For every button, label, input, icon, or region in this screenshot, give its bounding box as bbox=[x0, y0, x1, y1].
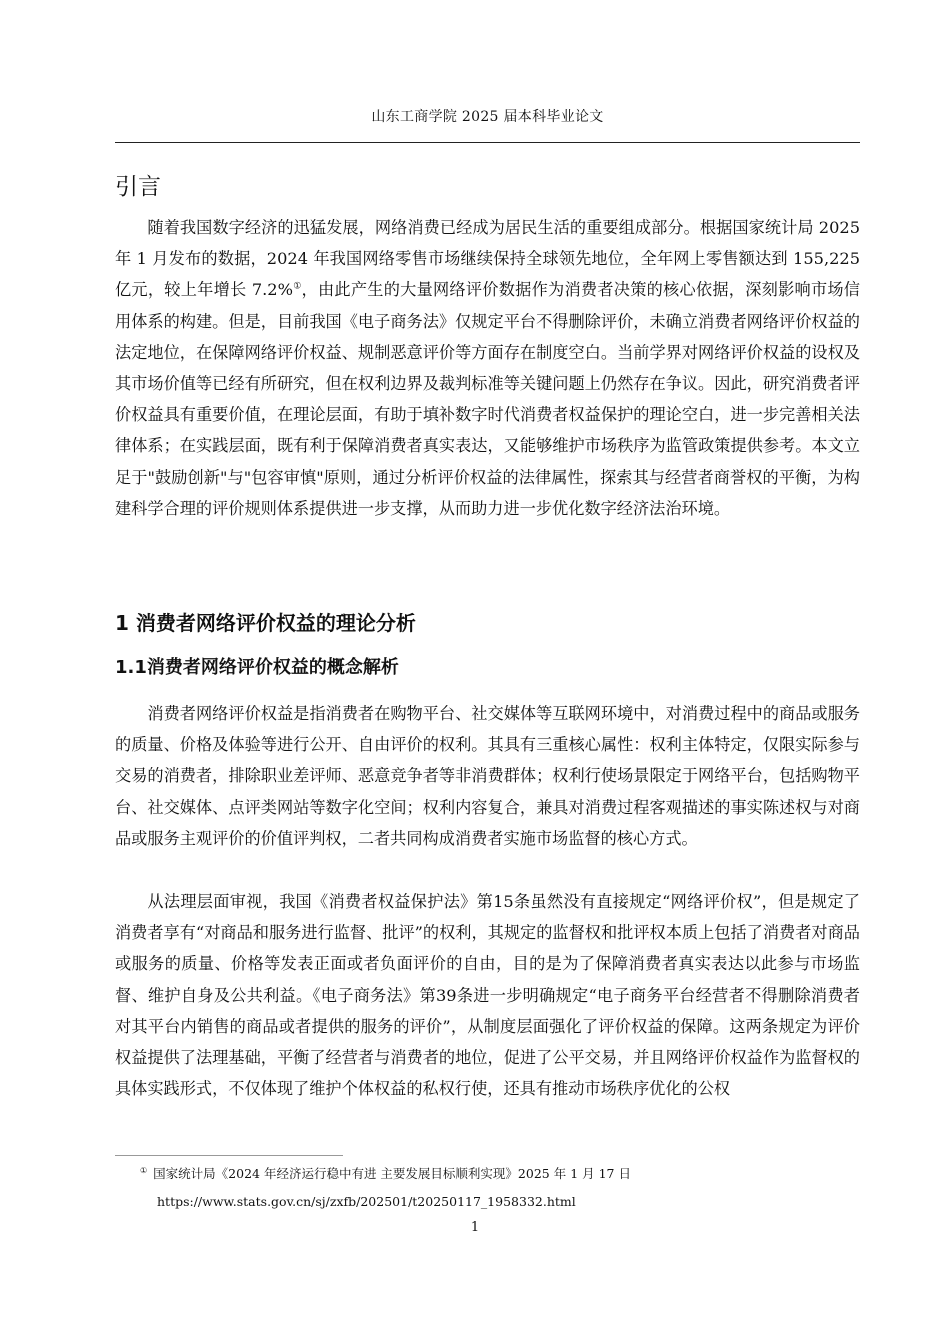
intro-text-part1: 随着我国数字经济的迅猛发展，网络消费已经成为居民生活的重要组成部分。根据国家统计局 2025 年 1 月发布的数据，2024 年我国网络零售市场继续保持全球领先地位，全年网上零售额达到 155,225 亿元，较上年增长 7.2% bbox=[115, 218, 860, 300]
page-header: 山东工商学院 2025 届本科毕业论文 bbox=[371, 109, 604, 125]
footnote-url[interactable]: https://www.stats.gov.cn/sj/zxfb/202501/t20250117_1958332.html bbox=[157, 1194, 576, 1209]
section-1-heading: 1 消费者网络评价权益的理论分析 bbox=[115, 611, 416, 635]
section-1-1-paragraph-2: 从法理层面审视，我国《消费者权益保护法》第15条虽然没有直接规定“网络评价权”，但是规定了消费者享有“对商品和服务进行监督、批评”的权利，其规定的监督权和批评权本质上包括了消费者对商品或服务的质量、价格等发表正面或者负面评价的自由，目的是为了保障消费者真实表达以此参与市场监督、维护自身及公共利益。《电子商务法》第39条进一步明确规定“电子商务平台经营者不得删除消费者对其平台内销售的商品或者提供的服务的评价”，从制度层面强化了评价权益的保障。这两条规定为评价权益提供了法理基础，平衡了经营者与消费者的地位，促进了公平交易，并且网络评价权益作为监督权的具体实践形式，不仅体现了维护个体权益的私权行使，还具有推动市场秩序优化的公权 bbox=[115, 892, 860, 1099]
footnote-reference[interactable]: ① bbox=[292, 282, 302, 293]
intro-paragraph bbox=[115, 212, 860, 524]
footnote-text: 国家统计局《2024 年经济运行稳中有进 主要发展目标顺利实现》2025 年 1 月 17 日 bbox=[153, 1166, 631, 1181]
header-divider bbox=[115, 142, 860, 143]
intro-heading: 引言 bbox=[115, 174, 161, 200]
section-1-1-paragraph-1: 消费者网络评价权益是指消费者在购物平台、社交媒体等互联网环境中，对消费过程中的商品或服务的质量、价格及体验等进行公开、自由评价的权利。其具有三重核心属性：权利主体特定，仅限实际参与交易的消费者，排除职业差评师、恶意竞争者等非消费群体；权利行使场景限定于网络平台，包括购物平台、社交媒体、点评类网站等数字化空间；权利内容复合，兼具对消费过程客观描述的事实陈述权与对商品或服务主观评价的价值评判权，二者共同构成消费者实施市场监督的核心方式。 bbox=[115, 704, 860, 848]
footnote bbox=[140, 1164, 631, 1184]
section-1-1-heading: 1.1消费者网络评价权益的概念解析 bbox=[115, 657, 399, 678]
footnote-divider bbox=[115, 1155, 343, 1156]
intro-text-part2: ，由此产生的大量网络评价数据作为消费者决策的核心依据，深刻影响市场信用体系的构建。但是，目前我国《电子商务法》仅规定平台不得删除评价，未确立消费者网络评价权益的法定地位，在保障网络评价权益、规制恶意评价等方面存在制度空白。当前学界对网络评价权益的设权及其市场价值等已经有所研究，但在权利边界及裁判标准等关键问题上仍然存在争议。因此，研究消费者评价权益具有重要价值，在理论层面，有助于填补数字时代消费者权益保护的理论空白，进一步完善相关法律体系；在实践层面，既有利于保障消费者真实表达，又能够维护市场秩序为监管政策提供参考。本文立足于"鼓励创新"与"包容审慎"原则，通过分析评价权益的法律属性，探索其与经营者商誉权的平衡，为构建科学合理的评价规则体系提供进一步支撑，从而助力进一步优化数字经济法治环境。 bbox=[115, 280, 860, 518]
page-number: 1 bbox=[470, 1220, 480, 1235]
footnote-mark: ① bbox=[140, 1165, 148, 1175]
